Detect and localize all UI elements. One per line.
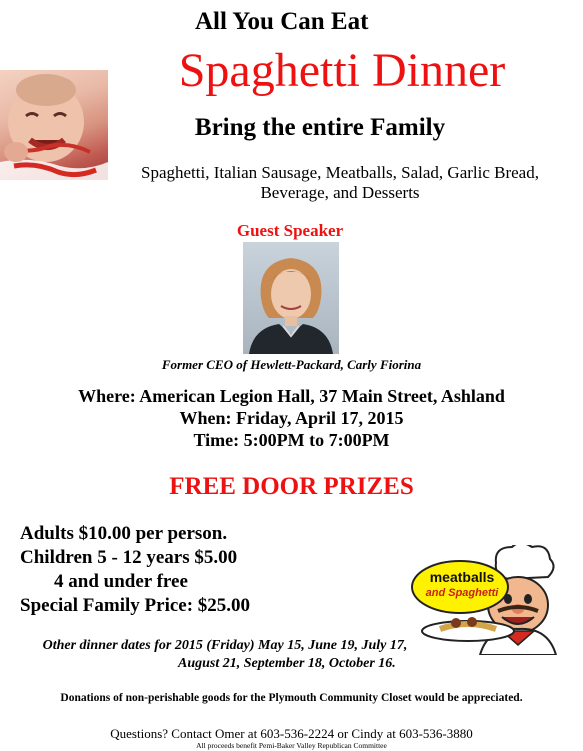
speaker-caption: Former CEO of Hewlett-Packard, Carly Fiorina (161, 357, 422, 372)
event-date: When: Friday, April 17, 2015 (179, 408, 404, 428)
meatballs-spaghetti-logo (410, 545, 558, 655)
baby-photo-art (0, 70, 108, 180)
price-under-4: 4 and under free (54, 571, 188, 592)
speaker-photo-art (243, 242, 339, 354)
proceeds-note: All proceeds benefit Pemi-Baker Valley Republican Committee (196, 741, 387, 750)
other-dates-line-2: August 21, September 18, October 16. (178, 656, 396, 671)
guest-speaker-photo (243, 242, 339, 354)
menu-line-1: Spaghetti, Italian Sausage, Meatballs, Salad, Garlic Bread, (141, 163, 539, 182)
logo-text-spaghetti: and Spaghetti (425, 587, 499, 599)
top-line: All You Can Eat (195, 8, 369, 35)
baby-eating-spaghetti-photo (0, 70, 108, 180)
menu-line-2: Beverage, and Desserts (260, 183, 420, 202)
logo-text-meatballs: meatballs (429, 569, 495, 585)
event-location: Where: American Legion Hall, 37 Main Street, Ashland (78, 386, 505, 406)
price-children: Children 5 - 12 years $5.00 (20, 547, 238, 568)
price-family: Special Family Price: $25.00 (20, 595, 251, 616)
tagline: Bring the entire Family (194, 114, 446, 141)
donations-note: Donations of non-perishable goods for the Plymouth Community Closet would be appreciated. (60, 692, 523, 704)
guest-speaker-heading: Guest Speaker (236, 221, 344, 240)
contact-info: Questions? Contact Omer at 603-536-2224 or Cindy at 603-536-3880 (110, 726, 473, 741)
chef-logo-art (410, 545, 558, 655)
event-title: Spaghetti Dinner (178, 44, 506, 97)
free-door-prizes: FREE DOOR PRIZES (169, 473, 414, 500)
other-dates-line-1: Other dinner dates for 2015 (Friday) May 15, June 19, July 17, (42, 638, 408, 653)
price-adults: Adults $10.00 per person. (20, 523, 228, 544)
event-time: Time: 5:00PM to 7:00PM (193, 430, 390, 450)
